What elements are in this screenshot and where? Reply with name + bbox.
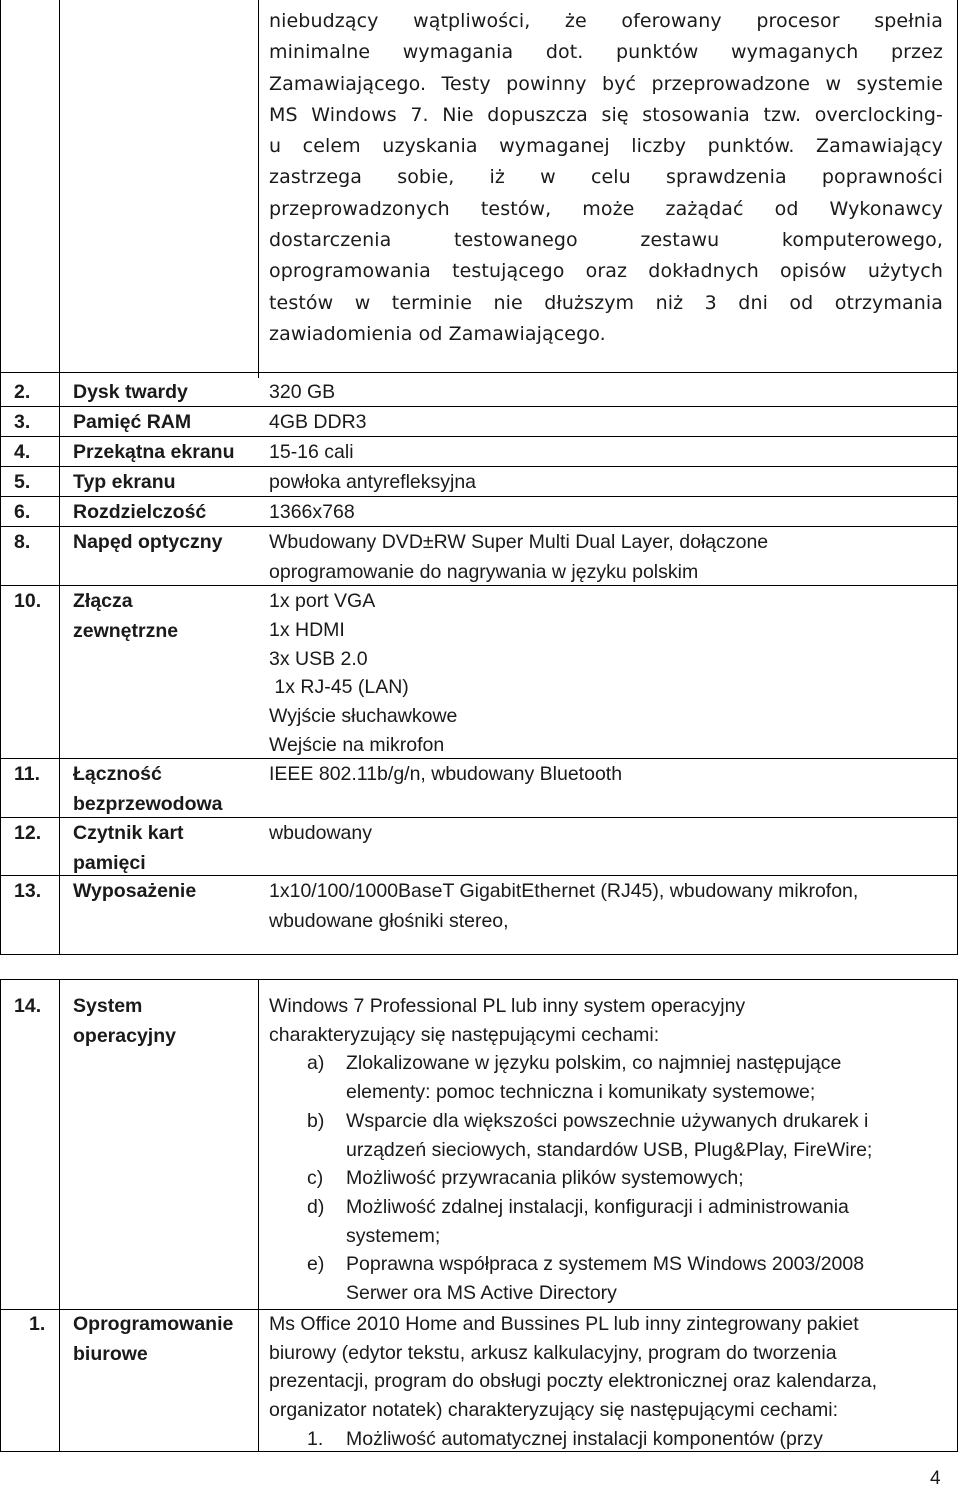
row-divider — [1, 758, 957, 759]
list-marker: 1. — [307, 1427, 324, 1450]
spec-value-equipment — [269, 877, 943, 936]
text-line: urządzeń sieciowych, standardów USB, Plug&Play, FireWire; — [346, 1138, 873, 1161]
spec-label-os — [73, 992, 257, 1051]
text-line: 1x HDMI — [269, 618, 345, 641]
list-item — [269, 1049, 943, 1106]
text-line: Poprawna współpraca z systemem MS Windows 2003/2008 — [346, 1253, 865, 1276]
text-line: operacyjny — [73, 1024, 176, 1047]
spec-label-ram: Pamięć RAM — [73, 411, 192, 433]
spec-number: 8. — [14, 531, 31, 553]
spec-number: 11. — [14, 763, 41, 785]
spec-label-resolution: Rozdzielczość — [73, 501, 207, 523]
text-line: Wsparcie dla większości powszechnie używanych drukarek i — [346, 1109, 869, 1132]
text-line: elementy: pomoc techniczna i komunikaty systemowe; — [346, 1081, 816, 1104]
list-marker: b) — [307, 1109, 325, 1132]
spec-label-office — [73, 1310, 257, 1369]
spec-value-screen-type: powłoka antyrefleksyjna — [269, 471, 477, 493]
text-line: bezprzewodowa — [73, 792, 223, 815]
spec-number: 1. — [29, 1313, 46, 1335]
text-line: dostarczenia testowanego zestawu komputerowego, — [269, 229, 943, 252]
list-item — [269, 1193, 943, 1250]
row-divider — [1, 372, 957, 373]
spec-value-resolution: 1366x768 — [269, 501, 355, 523]
page-number: 4 — [930, 1468, 941, 1489]
text-line: Zlokalizowane w języku polskim, co najmniej następujące — [346, 1052, 842, 1075]
column-divider — [258, 0, 259, 378]
text-line: 1x10/100/1000BaseT GigabitEthernet (RJ45), wbudowany mikrofon, — [269, 880, 859, 902]
text-line: Złącza — [73, 590, 133, 612]
text-line: testów w terminie nie dłuższym niż 3 dni od otrzymania — [269, 291, 943, 314]
text-line: Zamawiającego. Testy powinny być przeprowadzone w systemie — [269, 72, 943, 95]
row-divider — [1, 436, 957, 437]
text-line: Wbudowany DVD±RW Super Multi Dual Layer, dołączone — [269, 531, 769, 553]
spec-value-screen-size: 15-16 cali — [269, 441, 354, 463]
text-line: organizator notatek) charakteryzujący się następującymi cechami: — [269, 1399, 839, 1422]
text-line: przeprowadzonych testów, może zażądać od Wykonawcy — [269, 197, 943, 220]
text-line: MS Windows 7. Nie dopuszcza się stosowania tzw. overclocking- — [269, 103, 943, 126]
spec-number: 14. — [14, 995, 42, 1017]
spec-label-optical-drive: Napęd optyczny — [73, 531, 223, 553]
text-line: zastrzega sobie, iż w celu sprawdzenia poprawności — [269, 166, 943, 189]
text-line: 1x port VGA — [269, 590, 376, 612]
text-line: System — [73, 995, 143, 1017]
text-line: Windows 7 Professional PL lub inny system operacyjny — [269, 995, 746, 1017]
column-divider — [59, 980, 60, 1451]
list-item — [269, 1107, 943, 1164]
text-line: niebudzący wątpliwości, że oferowany procesor spełnia — [269, 10, 943, 32]
processor-requirement-text — [269, 6, 943, 350]
row-divider — [1, 585, 957, 586]
text-line: Czytnik kart — [73, 822, 184, 844]
text-line: pamięci — [73, 851, 146, 874]
text-line: Wejście na mikrofon — [269, 733, 445, 756]
text-line: Oprogramowanie — [73, 1313, 234, 1335]
spec-value-office — [269, 1310, 943, 1454]
text-line: systemem; — [346, 1224, 441, 1247]
text-line: Wyjście słuchawkowe — [269, 705, 458, 728]
spec-value-os — [269, 992, 943, 1308]
text-line: Możliwość automatycznej instalacji komponentów (przy — [346, 1427, 823, 1450]
text-line: oprogramowanie do nagrywania w języku polskim — [269, 560, 699, 583]
row-divider — [1, 406, 957, 407]
spec-value-hard-drive: 320 GB — [269, 381, 336, 403]
text-line: Ms Office 2010 Home and Bussines PL lub inny zintegrowany pakiet — [269, 1313, 859, 1335]
spec-value-wireless: IEEE 802.11b/g/n, wbudowany Bluetooth — [269, 763, 623, 785]
text-line: oprogramowania testującego oraz dokładnych opisów użytych — [269, 260, 943, 283]
text-line: wbudowane głośniki stereo, — [269, 909, 509, 932]
spec-value-card-reader: wbudowany — [269, 822, 372, 844]
text-line: charakteryzujący się następującymi cechami: — [269, 1023, 660, 1046]
text-line: zewnętrzne — [73, 619, 179, 642]
text-line: zawiadomienia od Zamawiającego. — [269, 322, 606, 345]
spec-label-card-reader — [73, 819, 257, 878]
list-marker: d) — [307, 1195, 325, 1218]
text-line: biurowe — [73, 1342, 148, 1365]
text-line: biurowy (edytor tekstu, arkusz kalkulacyjny, program do tworzenia — [269, 1341, 837, 1364]
text-line: minimalne wymagania dot. punktów wymaganych przez — [269, 41, 943, 64]
text-line: 3x USB 2.0 — [269, 647, 368, 670]
text-line: Możliwość zdalnej instalacji, konfiguracji i administrowania — [346, 1195, 849, 1218]
spec-label-hard-drive: Dysk twardy — [73, 381, 188, 403]
spec-value-ram: 4GB DDR3 — [269, 411, 367, 433]
spec-value-optical-drive — [269, 528, 943, 587]
spec-value-ports — [269, 587, 943, 760]
text-line: prezentacji, program do obsługi poczty elektronicznej oraz kalendarza, — [269, 1370, 878, 1393]
row-divider — [1, 875, 957, 876]
row-divider — [1, 496, 957, 497]
spec-number: 4. — [14, 441, 31, 463]
text-line: 1x RJ-45 (LAN) — [269, 676, 409, 699]
spec-number: 13. — [14, 880, 42, 902]
list-marker: a) — [307, 1052, 325, 1075]
spec-number: 6. — [14, 501, 31, 523]
spec-number: 12. — [14, 822, 42, 844]
text-line: Łączność — [73, 763, 162, 785]
spec-table-lower — [0, 979, 958, 1452]
spec-label-screen-size: Przekątna ekranu — [73, 441, 235, 463]
spec-number: 10. — [14, 590, 42, 612]
row-divider — [1, 526, 957, 527]
spec-number: 3. — [14, 411, 31, 433]
spec-number: 2. — [14, 381, 31, 403]
text-line: Możliwość przywracania plików systemowych; — [346, 1167, 744, 1190]
spec-label-screen-type: Typ ekranu — [73, 471, 176, 493]
list-item — [269, 1250, 943, 1307]
list-item — [269, 1164, 943, 1193]
spec-label-equipment: Wyposażenie — [73, 880, 197, 902]
row-divider — [1, 466, 957, 467]
text-line: Serwer ora MS Active Directory — [346, 1282, 617, 1305]
spec-label-wireless — [73, 760, 257, 819]
list-item — [269, 1425, 943, 1454]
list-marker: e) — [307, 1253, 325, 1276]
spec-label-ports — [73, 587, 257, 646]
column-divider — [258, 980, 259, 1451]
list-marker: c) — [307, 1167, 324, 1190]
spec-number: 5. — [14, 471, 31, 493]
text-line: u celem uzyskania wymaganej liczby punktów. Zamawiający — [269, 135, 943, 158]
row-divider — [1, 817, 957, 818]
